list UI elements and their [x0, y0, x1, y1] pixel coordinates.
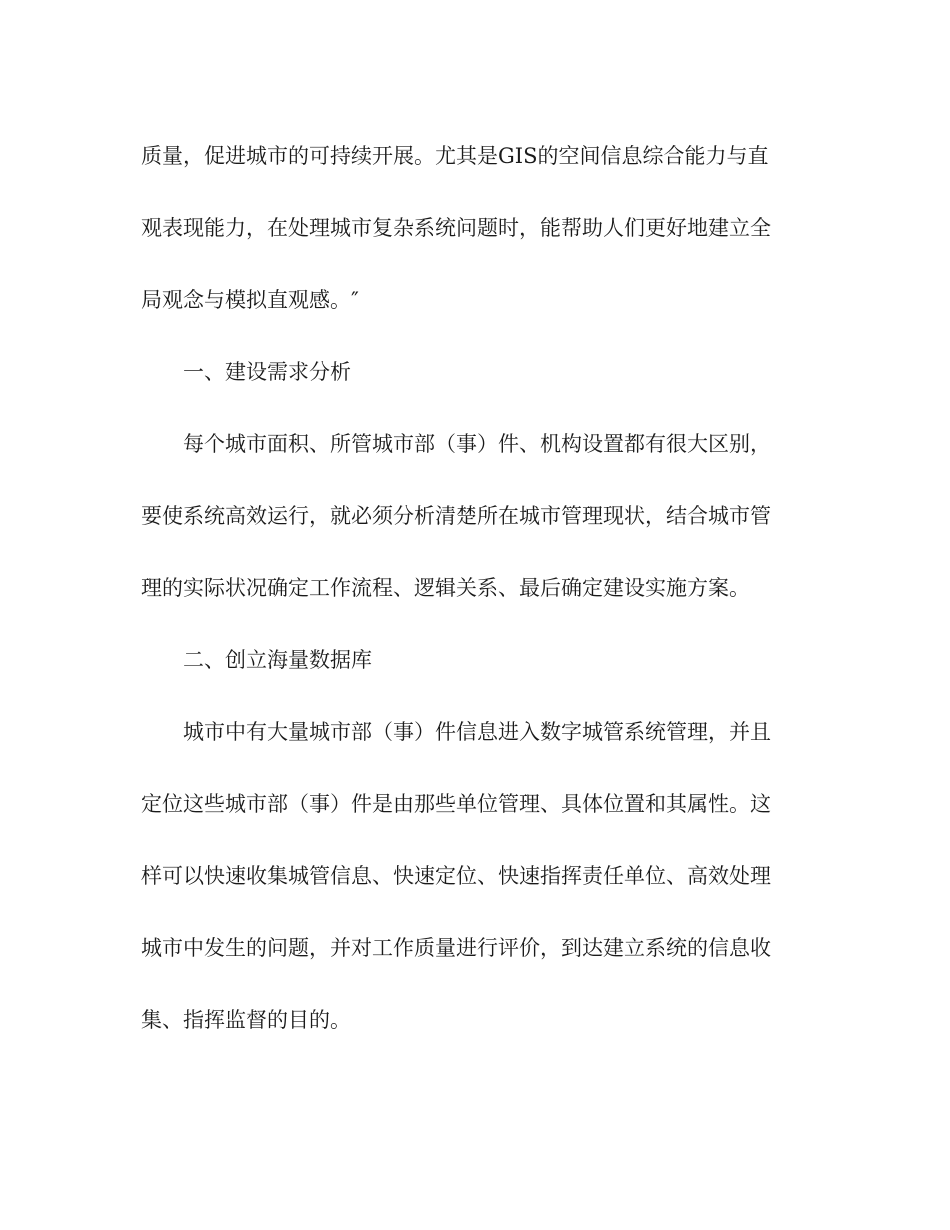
text-line: 城市中有大量城市部（事）件信息进入数字城管系统管理，并且 [183, 720, 771, 744]
section-heading-requirements [141, 354, 801, 390]
text-line: 每个城市面积、所管城市部（事）件、机构设置都有很大区别， [183, 432, 771, 456]
text-line: 集、指挥监督的目的。 [141, 1008, 351, 1032]
text-line: 要使系统高效运行，就必须分析清楚所在城市管理现状，结合城市管 [141, 504, 771, 528]
text-line: 观表现能力，在处理城市复杂系统问题时，能帮助人们更好地建立全 [141, 216, 771, 240]
heading-text: 一、建设需求分析 [183, 360, 351, 384]
document-body [141, 138, 801, 1074]
paragraph-continuation [141, 138, 801, 318]
text-line: 质量，促进城市的可持续开展。尤其是GIS的空间信息综合能力与直 [141, 144, 769, 168]
text-line: 理的实际状况确定工作流程、逻辑关系、最后确定建设实施方案。 [141, 576, 750, 600]
heading-text: 二、创立海量数据库 [183, 648, 372, 672]
paragraph-database [141, 714, 801, 1038]
text-line: 城市中发生的问题，并对工作质量进行评价，到达建立系统的信息收 [141, 936, 771, 960]
text-line: 定位这些城市部（事）件是由那些单位管理、具体位置和其属性。这 [141, 792, 771, 816]
text-line: 局观念与模拟直观感。″ [141, 288, 359, 312]
section-heading-database [141, 642, 801, 678]
text-line: 样可以快速收集城管信息、快速定位、快速指挥责任单位、高效处理 [141, 864, 771, 888]
paragraph-requirements [141, 426, 801, 606]
